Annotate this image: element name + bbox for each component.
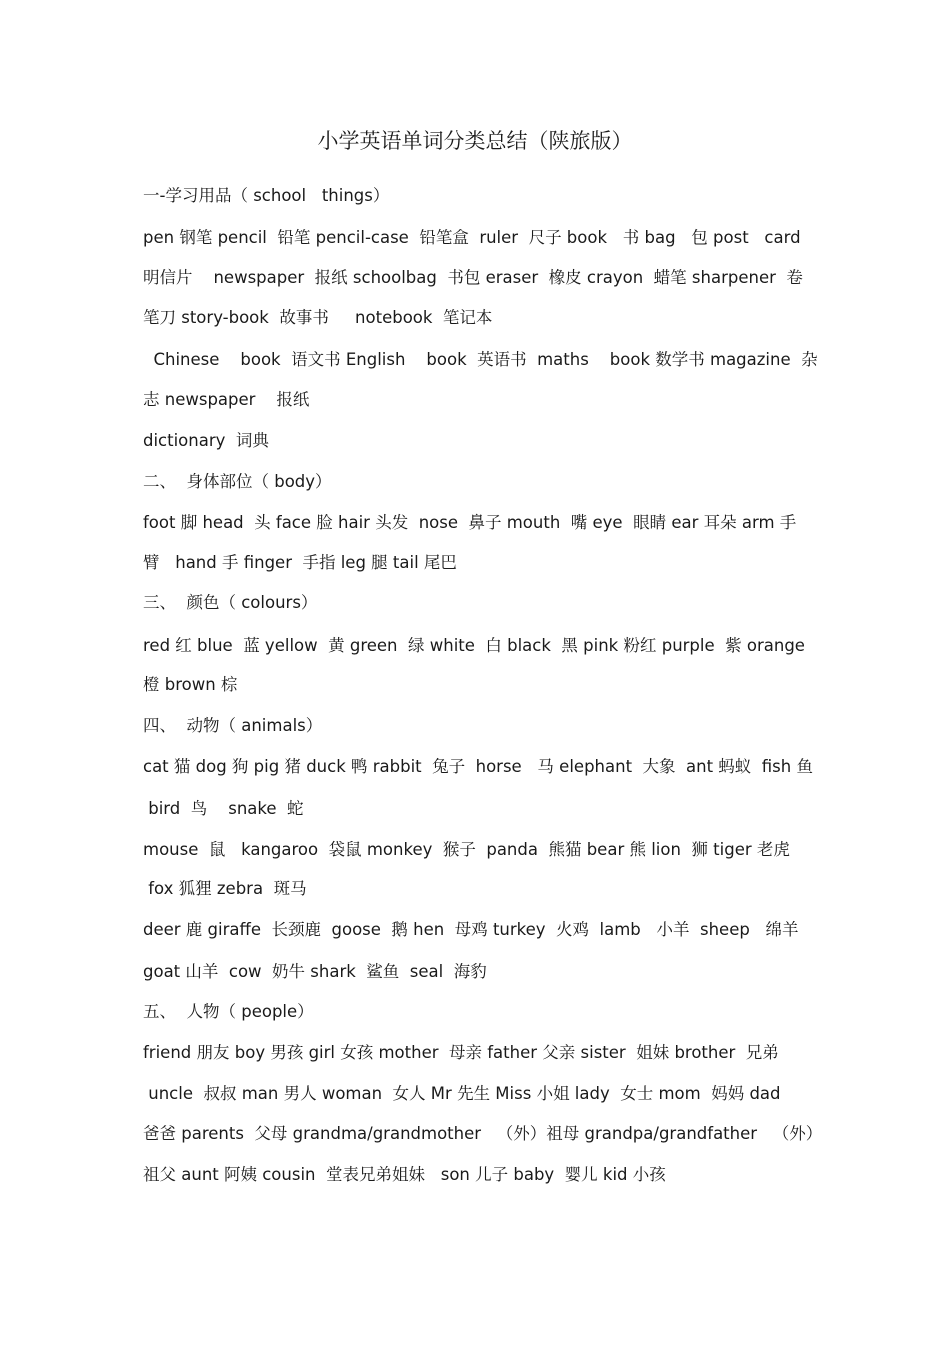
text-line: deer 鹿 giraffe 长颈鹿 goose 鹅 hen 母鸡 turkey 火鸡 lamb 小羊 sheep 绵羊	[143, 920, 799, 939]
section-heading-people: 五、 人物（ people）	[143, 1002, 314, 1021]
text-line: 志 newspaper 报纸	[143, 390, 310, 409]
text-line: fox 狐狸 zebra 斑马	[143, 879, 307, 898]
text-line: bird 鸟 snake 蛇	[143, 799, 304, 818]
section-heading-body: 二、 身体部位（ body）	[143, 472, 332, 491]
text-line: cat 猫 dog 狗 pig 猪 duck 鸭 rabbit 兔子 horse 马 elephant 大象 ant 蚂蚁 fish 鱼	[143, 757, 813, 776]
text-line: red 红 blue 蓝 yellow 黄 green 绿 white 白 black 黑 pink 粉红 purple 紫 orange	[143, 636, 805, 655]
text-line: 爸爸 parents 父母 grandma/grandmother （外）祖母 grandpa/grandfather （外）	[143, 1124, 823, 1143]
text-line: goat 山羊 cow 奶牛 shark 鲨鱼 seal 海豹	[143, 962, 487, 981]
document-title: 小学英语单词分类总结（陕旅版）	[317, 129, 633, 153]
text-line: foot 脚 head 头 face 脸 hair 头发 nose 鼻子 mouth 嘴 eye 眼睛 ear 耳朵 arm 手	[143, 513, 797, 532]
text-line: 明信片 newspaper 报纸 schoolbag 书包 eraser 橡皮 crayon 蜡笔 sharpener 卷	[143, 268, 803, 287]
text-line: Chinese book 语文书 English book 英语书 maths book 数学书 magazine 杂	[143, 350, 818, 369]
text-line: 橙 brown 棕	[143, 675, 238, 694]
text-line: pen 钢笔 pencil 铅笔 pencil-case 铅笔盒 ruler 尺子 book 书 bag 包 post card	[143, 228, 801, 247]
section-heading-colours: 三、 颜色（ colours）	[143, 593, 318, 612]
text-line: uncle 叔叔 man 男人 woman 女人 Mr 先生 Miss 小姐 lady 女士 mom 妈妈 dad	[143, 1084, 781, 1103]
text-line: dictionary 词典	[143, 431, 269, 450]
section-heading-school-things: 一-学习用品（ school things）	[143, 186, 390, 205]
section-heading-animals: 四、 动物（ animals）	[143, 716, 323, 735]
text-line: 臂 hand 手 finger 手指 leg 腿 tail 尾巴	[143, 553, 457, 572]
text-line: 祖父 aunt 阿姨 cousin 堂表兄弟姐妹 son 儿子 baby 婴儿 kid 小孩	[143, 1165, 666, 1184]
text-line: 笔刀 story-book 故事书 notebook 笔记本	[143, 308, 493, 327]
text-line: mouse 鼠 kangaroo 袋鼠 monkey 猴子 panda 熊猫 bear 熊 lion 狮 tiger 老虎	[143, 840, 790, 859]
text-line: friend 朋友 boy 男孩 girl 女孩 mother 母亲 father 父亲 sister 姐妹 brother 兄弟	[143, 1043, 779, 1062]
